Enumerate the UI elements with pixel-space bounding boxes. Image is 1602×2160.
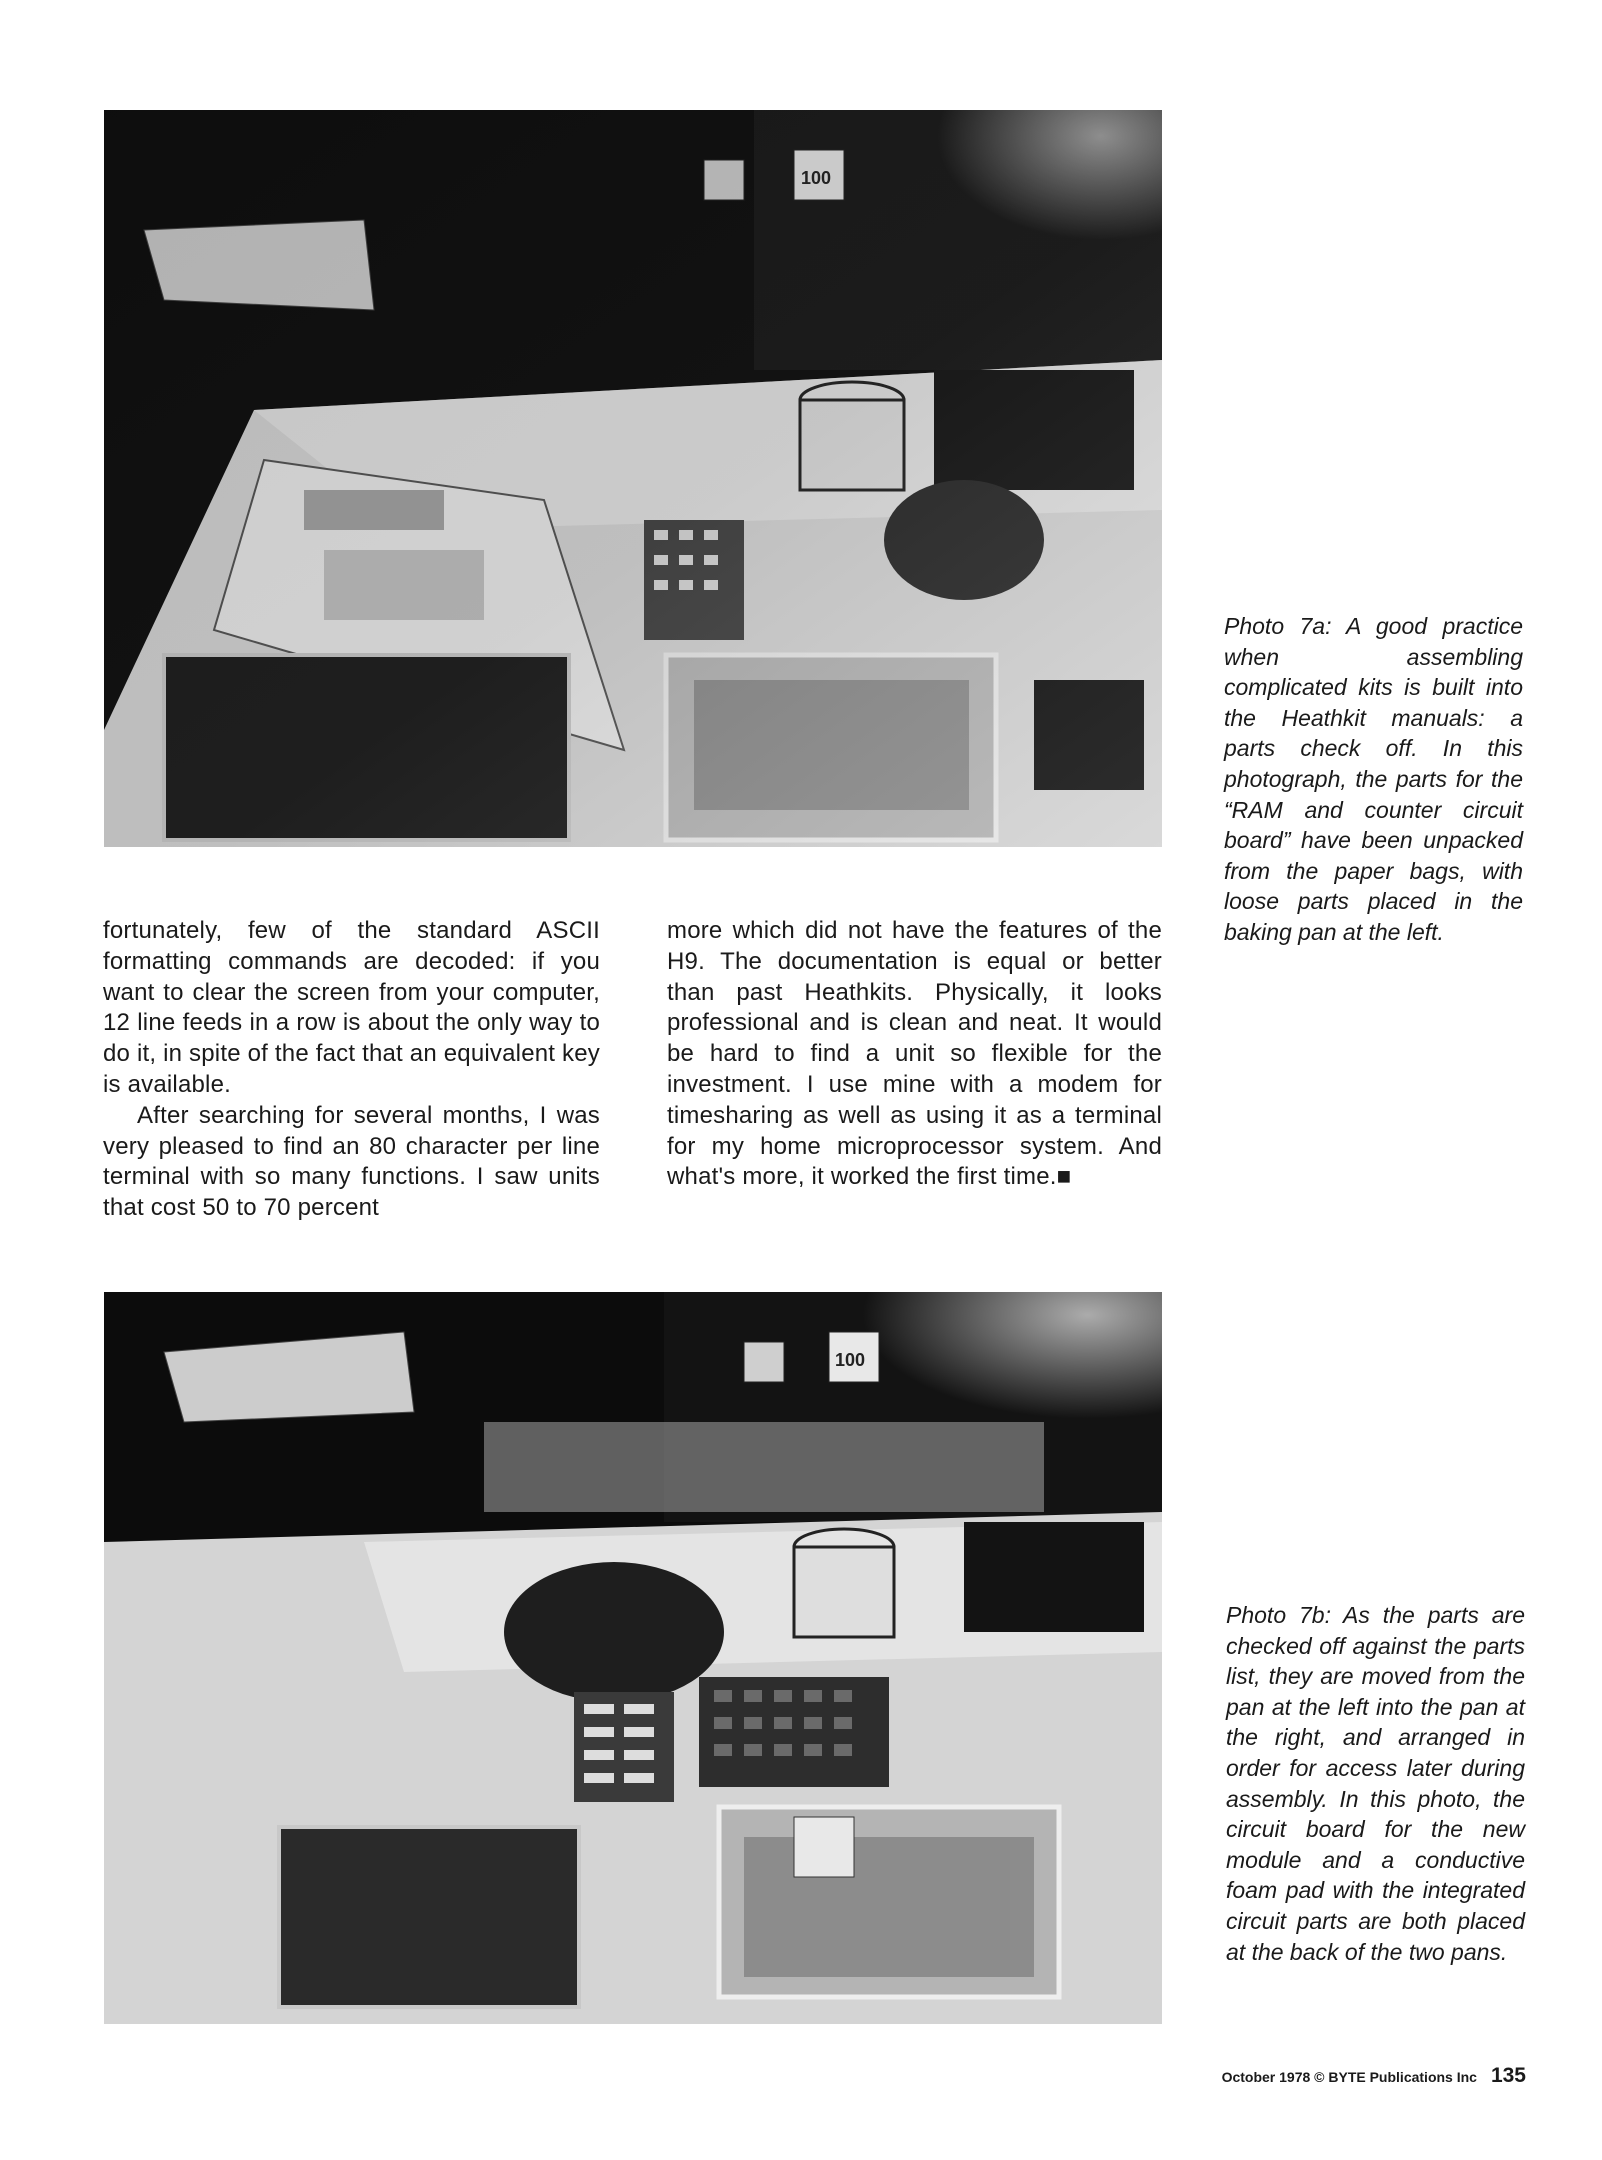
article-paragraph-text: more which did not have the features of the H9. The documentation is equal or better than past Heathkits. Physically, it looks professional and is clean and neat. It would be hard to find a unit so flexible for the investment. I use mine with a modem for timesharing as well as using it as a terminal for my home microprocessor system. And what's more, it worked the first time. <box>667 917 1162 1191</box>
end-mark: ■ <box>1056 1163 1072 1191</box>
article-paragraph: After searching for several months, I was very pleased to find an 80 character per line terminal with so many functions. I saw units that cost 50 to 70 percent <box>103 1101 600 1222</box>
article-right-column <box>667 916 1162 1193</box>
photo-7b-image <box>104 1292 1162 2024</box>
photo-7b-box-label: 100 <box>835 1350 866 1370</box>
page-footer <box>1222 2064 1526 2088</box>
issue-credit: October 1978 © BYTE Publications Inc <box>1221 2069 1477 2085</box>
article-paragraph <box>667 916 1162 1193</box>
article-left-column <box>103 916 600 1224</box>
photo-7b-caption: Photo 7b: As the parts are checked off against the parts list, they are moved from the pan at the left into the pan at the right, and arranged in order for access later during assembly. In this photo, the circuit board for the new module and a conductive foam pad with the integrated circuit parts are both placed at the back of the two pans. <box>1226 1602 1525 1965</box>
photo-7b <box>104 1292 1162 2024</box>
page-number: 135 <box>1490 2064 1526 2087</box>
photo-7a-box-label: 100 <box>801 168 832 188</box>
photo-7a-caption: Photo 7a: A good practice when assembling complicated kits is built into the Heathkit manuals: a parts check off. In this photograph, the parts for the “RAM and counter circuit board” have been unpacked from the paper bags, with loose parts placed in the baking pan at the left. <box>1224 613 1523 945</box>
photo-7a-image <box>104 110 1162 847</box>
article-paragraph: fortunately, few of the standard ASCII formatting commands are decoded: if you want to clear the screen from your computer, 12 line feeds in a row is about the only way to do it, in spite of the fact that an equivalent key is available. <box>103 917 600 1098</box>
photo-7a <box>104 110 1162 847</box>
